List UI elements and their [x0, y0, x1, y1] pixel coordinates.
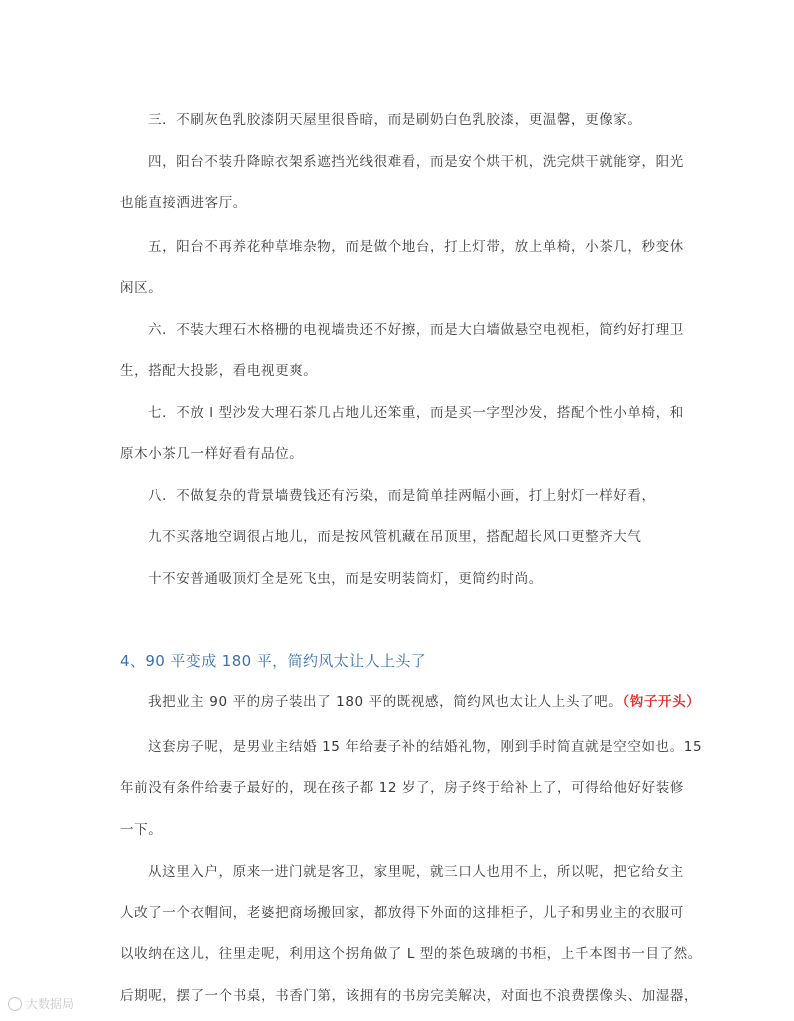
list-item-5: 五，阳台不再养花种草堆杂物，而是做个地台，打上灯带，放上单椅，小茶几，秒变休: [148, 239, 684, 255]
section-heading: 4、90 平变成 180 平，简约风太让人上头了: [120, 652, 427, 670]
list-item-9: 九不买落地空调很占地儿，而是按风管机藏在吊顶里，搭配超长风口更整齐大气: [148, 529, 642, 545]
paragraph-3-line-4: 后期呢，摆了一个书桌，书香门第，该拥有的书房完美解决，对面也不浪费摆像头、加湿器，: [120, 988, 699, 1004]
watermark: [8, 995, 74, 1012]
paragraph-2-line-3: 一下。: [120, 822, 163, 838]
list-item-5-cont: 闲区。: [120, 280, 163, 296]
watermark-logo-icon: [8, 997, 22, 1011]
paragraph-3-line-3: 以收纳在这儿，往里走呢，利用这个拐角做了 L 型的茶色玻璃的书柜，上千本图书一目了然。: [120, 946, 702, 962]
paragraph-intro: [148, 690, 700, 710]
list-item-7: 七．不放 l 型沙发大理石茶几占地儿还笨重，而是买一字型沙发，搭配个性小单椅，和: [148, 405, 684, 421]
list-item-3: 三．不刷灰色乳胶漆阴天屋里很昏暗，而是刷奶白色乳胶漆，更温馨，更像家。: [148, 112, 642, 128]
list-item-7-cont: 原木小茶几一样好看有品位。: [120, 446, 304, 462]
hook-annotation: （钩子开头）: [622, 694, 701, 710]
paragraph-2-line-2: 年前没有条件给妻子最好的，现在孩子都 12 岁了，房子终于给补上了，可得给他好好装修: [120, 780, 684, 796]
list-item-4: 四，阳台不装升降晾衣架系遮挡光线很难看，而是安个烘干机，洗完烘干就能穿，阳光: [148, 154, 684, 170]
list-item-8: 八．不做复杂的背景墙费钱还有污染，而是简单挂两幅小画，打上射灯一样好看，: [148, 488, 656, 504]
list-item-6: 六．不装大理石木格栅的电视墙贵还不好擦，而是大白墙做悬空电视柜，简约好打理卫: [148, 322, 684, 338]
paragraph-2-line-1: 这套房子呢，是男业主结婚 15 年给妻子补的结婚礼物，刚到手时简直就是空空如也。15: [148, 739, 703, 755]
paragraph-intro-text: 我把业主 90 平的房子装出了 180 平的既视感，简约风也太让人上头了吧。: [148, 694, 623, 710]
paragraph-3-line-2: 人改了一个衣帽间，老婆把商场搬回家，都放得下外面的这排柜子，儿子和男业主的衣服可: [120, 905, 684, 921]
watermark-text: 大数据局: [26, 997, 75, 1011]
list-item-4-cont: 也能直接洒进客厅。: [120, 195, 247, 211]
list-item-10: 十不安普通吸顶灯全是死飞虫，而是安明装筒灯，更简约时尚。: [148, 571, 543, 587]
paragraph-3-line-1: 从这里入户，原来一进门就是客卫，家里呢，就三口人也用不上，所以呢，把它给女主: [148, 864, 684, 880]
list-item-6-cont: 生，搭配大投影，看电视更爽。: [120, 363, 318, 379]
